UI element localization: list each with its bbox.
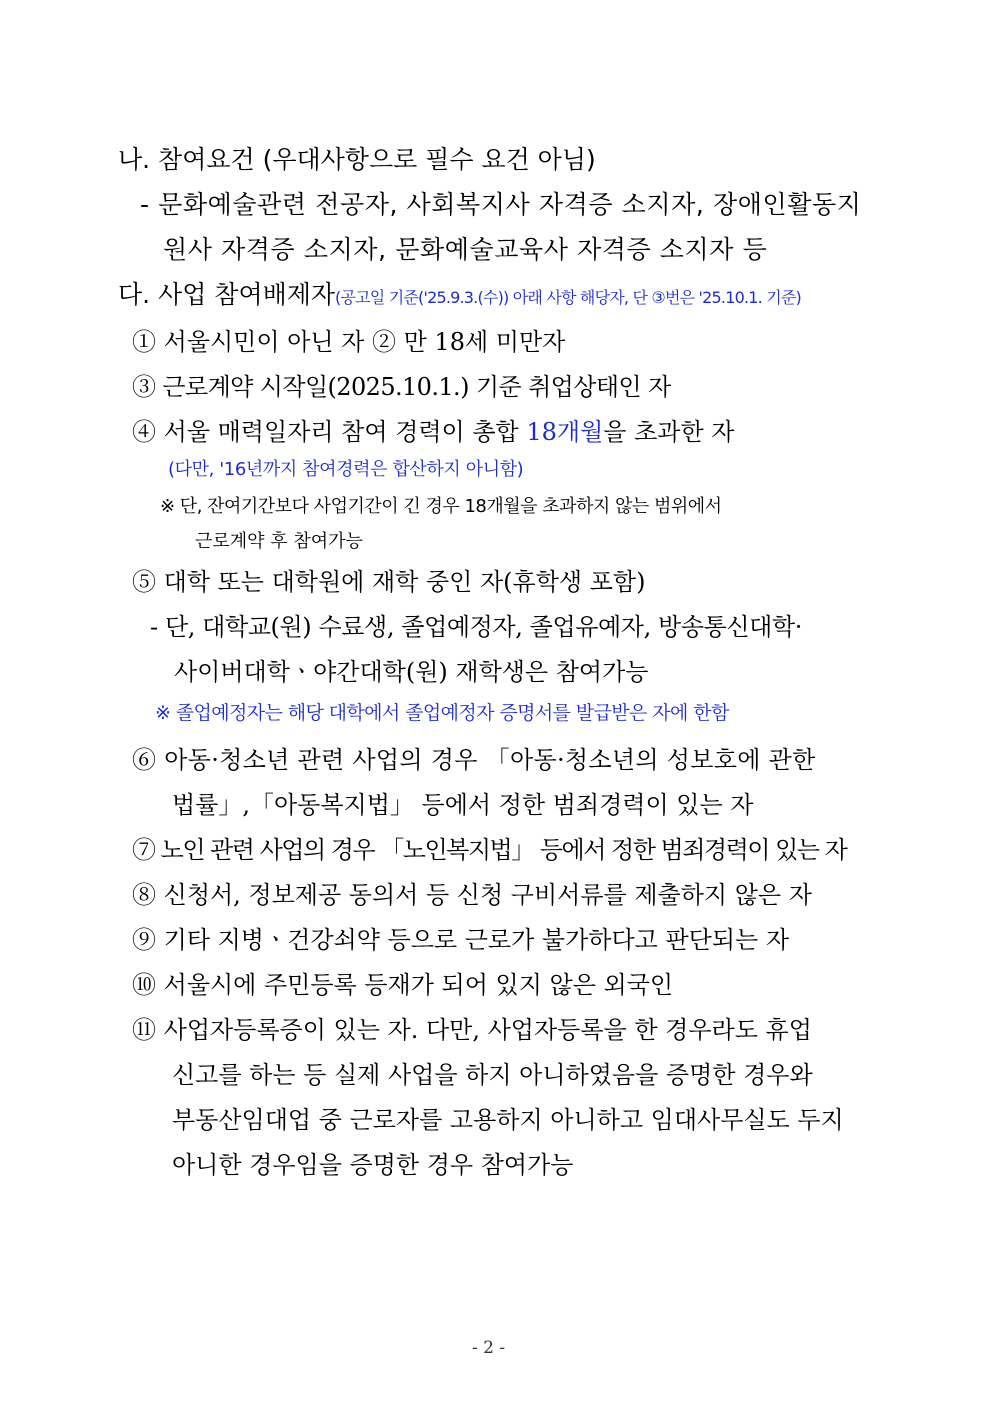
exclusion-item-4: [132, 412, 734, 447]
exclusion-item-6-line1: ⑥ 아동·청소년 관련 사업의 경우 「아동·청소년의 성보호에 관한: [132, 746, 816, 774]
exclusion-item-4-remark-line2: 근로계약 후 참여가능: [195, 531, 363, 552]
section-na-item-line2: 원사 자격증 소지자, 문화예술교육사 자격증 소지자 등: [163, 235, 768, 264]
exclusion-item-11-line4: 아니한 경우임을 증명한 경우 참여가능: [172, 1151, 574, 1179]
section-na-heading: 나. 참여요건 (우대사항으로 필수 요건 아님): [118, 145, 596, 174]
exclusion-item-11-line3: 부동산임대업 중 근로자를 고용하지 아니하고 임대사무실도 두지: [172, 1106, 844, 1134]
exclusion-item-6-line2: 법률」,「아동복지법」 등에서 정한 범죄경력이 있는 자: [172, 791, 754, 819]
section-da-heading: 다. 사업 참여배제자: [118, 280, 336, 309]
exclusion-item-4-prefix: ④ 서울 매력일자리 참여 경력이 총합: [132, 418, 527, 446]
exclusion-item-3: ③ 근로계약 시작일(2025.10.1.) 기준 취업상태인 자: [132, 373, 671, 401]
exclusion-item-4-remark-line1: ※ 단, 잔여기간보다 사업기간이 긴 경우 18개월을 초과하지 않는 범위에서: [160, 496, 722, 517]
exclusion-item-5-sub-line1: - 단, 대학교(원) 수료생, 졸업예정자, 졸업유예자, 방송통신대학·: [150, 613, 802, 641]
exclusion-item-5: ⑤ 대학 또는 대학원에 재학 중인 자(휴학생 포함): [132, 568, 646, 596]
section-da-heading-note: (공고일 기준('25.9.3.(수)) 아래 사항 해당자, 단 ③번은 '25.10.1. 기준): [335, 288, 801, 307]
page-number: - 2 -: [472, 1338, 506, 1358]
section-da-heading-row: [118, 275, 801, 311]
exclusion-item-4-highlight: 18개월: [526, 418, 604, 446]
section-na-item-line1: - 문화예술관련 전공자, 사회복지사 자격증 소지자, 장애인활동지: [140, 190, 862, 219]
exclusion-item-9: ⑨ 기타 지병ㆍ건강쇠약 등으로 근로가 불가하다고 판단되는 자: [132, 926, 790, 954]
exclusion-item-1-2: ① 서울시민이 아닌 자 ② 만 18세 미만자: [132, 328, 566, 356]
exclusion-item-4-note: (다만, '16년까지 참여경력은 합산하지 아니함): [168, 459, 524, 480]
exclusion-item-5-sub-line2: 사이버대학ㆍ야간대학(원) 재학생은 참여가능: [174, 658, 649, 686]
exclusion-item-10: ⑩ 서울시에 주민등록 등재가 되어 있지 않은 외국인: [132, 971, 674, 999]
exclusion-item-8: ⑧ 신청서, 정보제공 동의서 등 신청 구비서류를 제출하지 않은 자: [132, 881, 812, 909]
exclusion-item-11-line1: ⑪ 사업자등록증이 있는 자. 다만, 사업자등록을 한 경우라도 휴업: [132, 1016, 812, 1044]
exclusion-item-5-remark: ※ 졸업예정자는 해당 대학에서 졸업예정자 증명서를 발급받은 자에 한함: [155, 702, 729, 724]
exclusion-item-11-line2: 신고를 하는 등 실제 사업을 하지 아니하였음을 증명한 경우와: [172, 1061, 813, 1089]
exclusion-item-4-suffix: 을 초과한 자: [603, 418, 735, 446]
exclusion-item-7: ⑦ 노인 관련 사업의 경우 「노인복지법」 등에서 정한 범죄경력이 있는 자: [132, 836, 847, 864]
